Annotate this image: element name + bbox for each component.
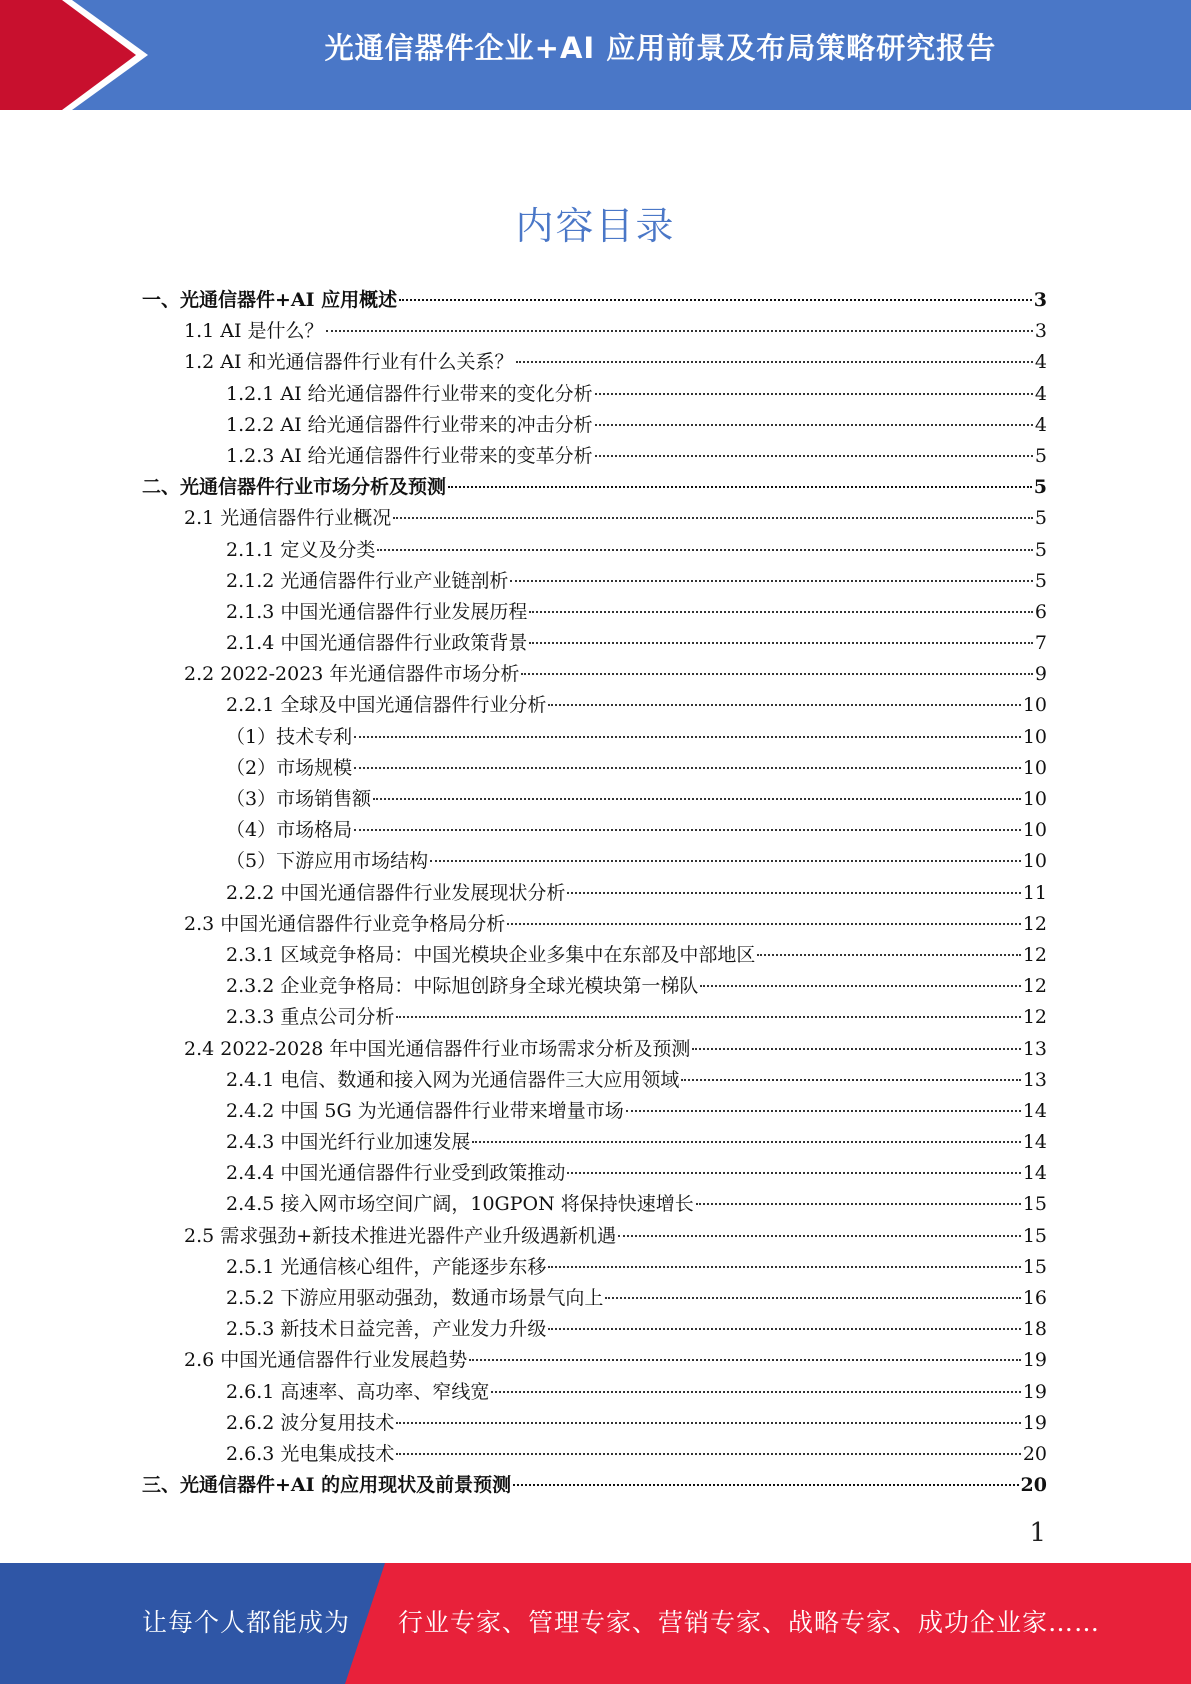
toc-dot-leader — [548, 1327, 1020, 1330]
toc-entry-page: 13 — [1022, 1068, 1047, 1091]
toc-dot-leader — [567, 891, 1020, 894]
toc-entry-title: 2.1.3 中国光通信器件行业发展历程 — [226, 600, 528, 623]
toc-entry-title: 2.1.4 中国光通信器件行业政策背景 — [226, 632, 528, 655]
toc-entry-title: 2.5.1 光通信核心组件，产能逐步东移 — [226, 1255, 547, 1278]
toc-dot-leader — [548, 1265, 1020, 1268]
toc-dot-leader — [448, 485, 1032, 488]
toc-entry[interactable] — [142, 909, 1047, 940]
toc-entry[interactable] — [142, 1221, 1047, 1252]
page-number: 1 — [1029, 1518, 1046, 1548]
toc-entry-title: 1.1 AI 是什么？ — [184, 320, 324, 343]
toc-entry[interactable] — [142, 1002, 1047, 1033]
toc-entry-title: 2.3.3 重点公司分析 — [226, 1006, 395, 1029]
toc-entry[interactable] — [142, 1158, 1047, 1189]
toc-entry-title: 2.2.2 中国光通信器件行业发展现状分析 — [226, 881, 566, 904]
toc-entry-page: 12 — [1022, 1006, 1047, 1029]
toc-entry-page: 4 — [1034, 351, 1047, 374]
toc-entry-title: 1.2.1 AI 给光通信器件行业带来的变化分析 — [226, 382, 593, 405]
toc-entry[interactable] — [142, 628, 1047, 659]
toc-entry[interactable] — [142, 1283, 1047, 1314]
toc-entry-page: 20 — [1020, 1474, 1047, 1497]
toc-entry[interactable] — [142, 878, 1047, 909]
toc-entry[interactable] — [142, 1065, 1047, 1096]
toc-entry[interactable] — [142, 347, 1047, 378]
toc-entry-title: 2.1 光通信器件行业概况 — [184, 507, 392, 530]
toc-entry-page: 5 — [1034, 507, 1047, 530]
toc-entry-page: 14 — [1022, 1131, 1047, 1154]
toc-entry-page: 5 — [1034, 444, 1047, 467]
toc-entry-page: 5 — [1034, 569, 1047, 592]
toc-entry[interactable] — [142, 1345, 1047, 1376]
toc-entry[interactable] — [142, 1096, 1047, 1127]
toc-entry[interactable] — [142, 472, 1047, 503]
toc-dot-leader — [430, 859, 1021, 862]
toc-entry-page: 20 — [1022, 1442, 1047, 1465]
toc-entry-title: 2.3.1 区域竞争格局：中国光模块企业多集中在东部及中部地区 — [226, 943, 756, 966]
toc-entry[interactable] — [142, 1127, 1047, 1158]
header-title: 光通信器件企业+AI 应用前景及布局策略研究报告 — [324, 31, 997, 65]
toc-entry-title: 2.4.5 接入网市场空间广阔，10GPON 将保持快速增长 — [226, 1193, 694, 1216]
toc-entry-title: 一、光通信器件+AI 应用概述 — [142, 289, 398, 311]
toc-dot-leader — [521, 672, 1032, 675]
toc-title: 内容目录 — [515, 204, 676, 248]
table-of-contents — [142, 285, 1047, 1501]
toc-entry-page: 19 — [1022, 1380, 1047, 1403]
toc-dot-leader — [377, 548, 1033, 551]
toc-entry-title: （3）市场销售额 — [226, 788, 372, 810]
toc-dot-leader — [605, 1296, 1020, 1299]
page-footer — [0, 1563, 1191, 1684]
toc-dot-leader — [396, 1421, 1020, 1424]
toc-entry[interactable] — [142, 690, 1047, 721]
toc-entry-title: 2.3.2 企业竞争格局：中际旭创跻身全球光模块第一梯队 — [226, 975, 699, 998]
toc-entry-title: 2.2.1 全球及中国光通信器件行业分析 — [226, 694, 547, 717]
toc-entry-title: 2.4.2 中国 5G 为光通信器件行业带来增量市场 — [226, 1099, 624, 1122]
footer-slogan-left: 让每个人都能成为 — [142, 1608, 351, 1637]
toc-dot-leader — [507, 922, 1021, 925]
toc-entry-title: 三、光通信器件+AI 的应用现状及前景预测 — [142, 1474, 512, 1497]
toc-entry-page: 3 — [1034, 320, 1047, 343]
toc-dot-leader — [510, 579, 1033, 582]
toc-entry-page: 14 — [1022, 1162, 1047, 1185]
toc-dot-leader — [354, 828, 1021, 831]
toc-entry[interactable] — [142, 846, 1047, 877]
toc-dot-leader — [491, 1390, 1020, 1393]
toc-entry-page: 4 — [1034, 413, 1047, 436]
toc-entry[interactable] — [142, 1252, 1047, 1283]
toc-dot-leader — [757, 953, 1020, 956]
toc-entry[interactable] — [142, 940, 1047, 971]
toc-entry-title: 2.4.1 电信、数通和接入网为光通信器件三大应用领域 — [226, 1068, 680, 1091]
toc-entry-page: 10 — [1022, 850, 1047, 873]
toc-entry-page: 10 — [1022, 756, 1047, 779]
toc-dot-leader — [354, 735, 1021, 738]
toc-dot-leader — [692, 1047, 1020, 1050]
toc-entry-title: 1.2 AI 和光通信器件行业有什么关系？ — [184, 351, 514, 374]
toc-entry-title: 2.1.2 光通信器件行业产业链剖析 — [226, 569, 509, 592]
toc-entry[interactable] — [142, 971, 1047, 1002]
toc-entry-title: 2.6 中国光通信器件行业发展趋势 — [184, 1349, 468, 1372]
toc-entry-title: 1.2.3 AI 给光通信器件行业带来的变革分析 — [226, 444, 593, 467]
toc-entry-page: 10 — [1022, 725, 1047, 748]
toc-entry[interactable] — [142, 784, 1047, 815]
toc-entry[interactable] — [142, 503, 1047, 534]
toc-entry-page: 16 — [1022, 1287, 1047, 1309]
toc-entry-title: （1）技术专利 — [226, 725, 353, 748]
toc-entry-page: 13 — [1022, 1037, 1047, 1060]
toc-entry-page: 6 — [1034, 600, 1047, 623]
toc-entry-page: 12 — [1022, 975, 1047, 998]
toc-entry-title: 2.6.2 波分复用技术 — [226, 1411, 395, 1434]
toc-entry[interactable] — [142, 1314, 1047, 1345]
footer-slogan-right: 行业专家、管理专家、营销专家、战略专家、成功企业家…… — [398, 1608, 1101, 1637]
toc-entry[interactable] — [142, 1470, 1047, 1501]
toc-dot-leader — [548, 703, 1020, 706]
toc-dot-leader — [595, 392, 1033, 395]
toc-entry-title: 2.4.4 中国光通信器件行业受到政策推动 — [226, 1162, 566, 1185]
toc-entry-page: 15 — [1022, 1193, 1047, 1216]
toc-entry-page: 14 — [1022, 1099, 1047, 1122]
toc-entry-page: 10 — [1022, 694, 1047, 717]
toc-entry-page: 19 — [1022, 1411, 1047, 1434]
toc-dot-leader — [567, 1171, 1020, 1174]
toc-entry-title: 2.4.3 中国光纤行业加速发展 — [226, 1131, 471, 1154]
toc-entry[interactable] — [142, 753, 1047, 784]
toc-entry-title: 2.4 2022-2028 年中国光通信器件行业市场需求分析及预测 — [184, 1037, 691, 1060]
toc-dot-leader — [700, 984, 1020, 987]
toc-dot-leader — [469, 1358, 1021, 1361]
toc-entry[interactable] — [142, 659, 1047, 690]
toc-dot-leader — [396, 1452, 1020, 1455]
toc-entry-title: 2.5.3 新技术日益完善，产业发力升级 — [226, 1318, 547, 1341]
toc-entry-page: 12 — [1022, 943, 1047, 966]
toc-dot-leader — [681, 1078, 1020, 1081]
toc-entry[interactable] — [142, 441, 1047, 472]
toc-entry-page: 9 — [1034, 663, 1047, 686]
toc-entry-page: 5 — [1033, 476, 1047, 499]
toc-dot-leader — [595, 454, 1033, 457]
toc-entry-page: 3 — [1033, 289, 1047, 311]
toc-dot-leader — [516, 360, 1033, 363]
toc-entry-title: 二、光通信器件行业市场分析及预测 — [142, 476, 447, 499]
toc-entry[interactable] — [142, 566, 1047, 597]
toc-entry-page: 10 — [1022, 788, 1047, 810]
toc-entry-page: 15 — [1022, 1224, 1047, 1247]
toc-entry-title: 2.5.2 下游应用驱动强劲，数通市场景气向上 — [226, 1287, 604, 1309]
toc-entry-title: （2）市场规模 — [226, 756, 353, 779]
toc-entry[interactable] — [142, 285, 1047, 316]
toc-entry-page: 5 — [1034, 538, 1047, 561]
toc-entry-title: 2.1.1 定义及分类 — [226, 538, 376, 561]
toc-dot-leader — [595, 423, 1033, 426]
toc-entry-title: 2.2 2022-2023 年光通信器件市场分析 — [184, 663, 520, 686]
toc-dot-leader — [373, 797, 1021, 800]
page-header — [0, 0, 1191, 110]
toc-dot-leader — [513, 1483, 1018, 1486]
toc-entry[interactable] — [142, 597, 1047, 628]
toc-entry[interactable] — [142, 410, 1047, 441]
toc-entry-page: 18 — [1022, 1318, 1047, 1341]
toc-entry-page: 19 — [1022, 1349, 1047, 1372]
toc-dot-leader — [326, 329, 1033, 332]
toc-entry-title: （5）下游应用市场结构 — [226, 850, 429, 873]
toc-entry-title: 1.2.2 AI 给光通信器件行业带来的冲击分析 — [226, 413, 593, 436]
toc-entry-title: 2.6.1 高速率、高功率、窄线宽 — [226, 1380, 490, 1403]
toc-entry-title: （4）市场格局 — [226, 819, 353, 842]
toc-dot-leader — [626, 1109, 1021, 1112]
toc-entry-page: 4 — [1034, 382, 1047, 405]
toc-dot-leader — [529, 610, 1033, 613]
toc-entry[interactable] — [142, 1408, 1047, 1439]
toc-entry-page: 11 — [1022, 881, 1047, 904]
toc-entry-page: 7 — [1034, 632, 1047, 655]
toc-entry-page: 10 — [1022, 819, 1047, 842]
toc-entry[interactable] — [142, 722, 1047, 753]
toc-dot-leader — [696, 1202, 1021, 1205]
toc-entry[interactable] — [142, 535, 1047, 566]
toc-entry-title: 2.6.3 光电集成技术 — [226, 1442, 395, 1465]
toc-dot-leader — [393, 516, 1033, 519]
toc-entry[interactable] — [142, 1439, 1047, 1470]
toc-entry[interactable] — [142, 379, 1047, 410]
toc-entry[interactable] — [142, 815, 1047, 846]
toc-dot-leader — [529, 641, 1033, 644]
toc-entry-title: 2.5 需求强劲+新技术推进光器件产业升级遇新机遇 — [184, 1224, 617, 1247]
toc-entry-page: 12 — [1022, 912, 1047, 935]
toc-entry[interactable] — [142, 1034, 1047, 1065]
toc-entry[interactable] — [142, 1189, 1047, 1220]
toc-dot-leader — [354, 766, 1021, 769]
toc-dot-leader — [472, 1140, 1020, 1143]
toc-dot-leader — [399, 298, 1032, 301]
toc-entry-page: 15 — [1022, 1255, 1047, 1278]
toc-entry[interactable] — [142, 316, 1047, 347]
toc-dot-leader — [396, 1015, 1020, 1018]
toc-entry[interactable] — [142, 1377, 1047, 1408]
toc-dot-leader — [618, 1234, 1021, 1237]
toc-entry-title: 2.3 中国光通信器件行业竞争格局分析 — [184, 912, 506, 935]
